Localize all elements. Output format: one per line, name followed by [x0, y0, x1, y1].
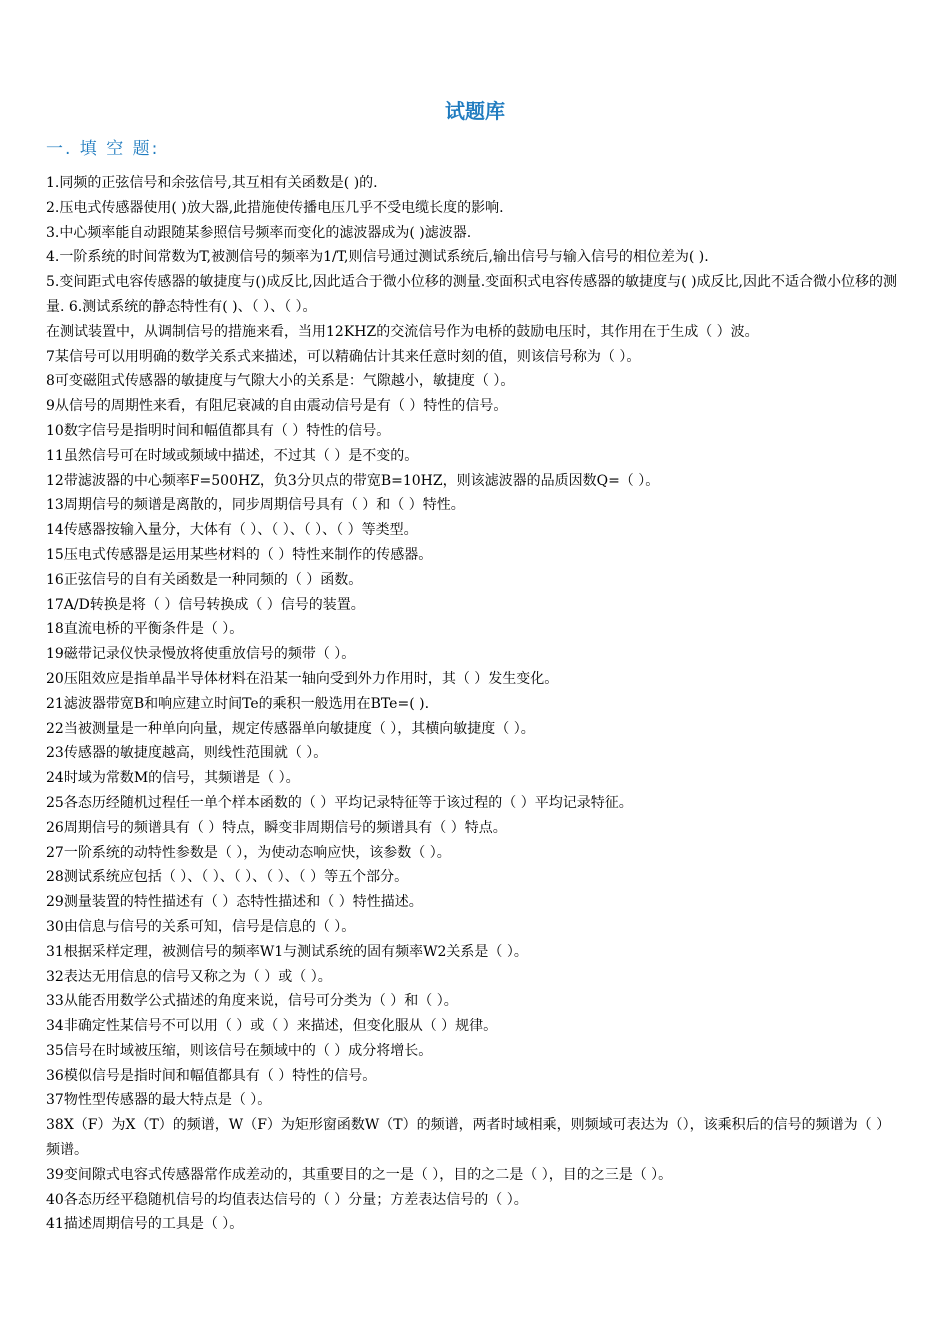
- section-heading: 一. 填 空 题:: [46, 139, 160, 159]
- question-item: 36模似信号是指时间和幅值都具有（ ）特性的信号。: [46, 1067, 377, 1084]
- question-item: 5.变间距式电容传感器的敏捷度与()成反比,因此适合于微小位移的测量.变面积式电容传感器的敏捷度与( )成反比,因此不适合微小位移的测量. 6.测试系统的静态特性有( )、（ ）、（ ）。: [46, 274, 898, 315]
- question-item: 33从能否用数学公式描述的角度来说，信号可分类为（ ）和（ ）。: [46, 993, 458, 1010]
- question-item: 19磁带记录仪快录慢放将使重放信号的频带（ ）。: [46, 646, 356, 663]
- question-item: 38X（F）为X（T）的频谱，W（F）为矩形窗函数W（T）的频谱，两者时域相乘，则频域可表达为（），该乘积后的信号的频谱为（ ）频谱。: [46, 1117, 891, 1159]
- question-item: 28测试系统应包括（ ）、（ ）、（ ）、（ ）、（ ）等五个部分。: [46, 869, 409, 886]
- question-item: 23传感器的敏捷度越高，则线性范围就（ ）。: [46, 745, 328, 762]
- question-item: 在测试装置中，从调制信号的措施来看，当用12KHZ的交流信号作为电桥的鼓励电压时，其作用在于生成（ ）波。: [46, 323, 759, 340]
- question-item: 8可变磁阻式传感器的敏捷度与气隙大小的关系是：气隙越小，敏捷度（ ）。: [46, 373, 515, 390]
- question-item: 25各态历经随机过程任一单个样本函数的（ ）平均记录特征等于该过程的（ ）平均记录特征。: [46, 794, 633, 811]
- question-item: 16正弦信号的自有关函数是一种同频的（ ）函数。: [46, 571, 363, 588]
- question-item: 1.同频的正弦信号和余弦信号,其互相有关函数是( )的.: [46, 175, 378, 191]
- question-item: 2.压电式传感器使用( )放大器,此措施使传播电压几乎不受电缆长度的影响.: [46, 199, 504, 216]
- question-item: 4.一阶系统的时间常数为T,被测信号的频率为1/T,则信号通过测试系统后,输出信号与输入信号的相位差为( ).: [46, 249, 709, 266]
- question-item: 35信号在时域被压缩，则该信号在频域中的（ ）成分将增长。: [46, 1042, 433, 1059]
- question-item: 27一阶系统的动特性参数是（ ），为使动态响应快，该参数（ ）。: [46, 844, 451, 861]
- question-item: 40各态历经平稳随机信号的均值表达信号的（ ）分量；方差表达信号的（ ）。: [46, 1191, 528, 1208]
- question-item: 29测量装置的特性描述有（ ）态特性描述和（ ）特性描述。: [46, 894, 423, 911]
- question-item: 13周期信号的频谱是离散的，同步周期信号具有（ ）和（ ）特性。: [46, 497, 465, 514]
- question-item: 3.中心频率能自动跟随某参照信号频率而变化的滤波器成为( )滤波器.: [46, 224, 472, 241]
- question-item: 20压阻效应是指单晶半导体材料在沿某一轴向受到外力作用时，其（ ）发生变化。: [46, 670, 559, 687]
- question-item: 9从信号的周期性来看，有阻尼衰减的自由震动信号是有（ ）特性的信号。: [46, 398, 508, 415]
- question-item: 12带滤波器的中心频率F=500HZ，负3分贝点的带宽B=10HZ，则该滤波器的品质因数Q=（ ）。: [46, 472, 660, 489]
- question-item: 41描述周期信号的工具是（ ）。: [46, 1216, 244, 1233]
- question-item: 17A/D转换是将（ ）信号转换成（ ）信号的装置。: [46, 596, 365, 613]
- question-item: 37物性型传感器的最大特点是（ ）。: [46, 1092, 272, 1109]
- question-item: 26周期信号的频谱具有（ ）特点，瞬变非周期信号的频谱具有（ ）特点。: [46, 819, 507, 836]
- question-item: 14传感器按输入量分，大体有（ ）、（ ）、（ ）、（ ）等类型。: [46, 522, 418, 539]
- question-item: 11虽然信号可在时域或频域中描述，不过其（ ）是不变的。: [46, 447, 419, 464]
- question-item: 30由信息与信号的关系可知，信号是信息的（ ）。: [46, 918, 356, 935]
- question-item: 34非确定性某信号不可以用（ ）或（ ）来描述，但变化服从（ ）规律。: [46, 1018, 498, 1035]
- question-item: 32表达无用信息的信号又称之为（ ）或（ ）。: [46, 968, 332, 985]
- question-item: 15压电式传感器是运用某些材料的（ ）特性来制作的传感器。: [46, 546, 433, 563]
- question-item: 18直流电桥的平衡条件是（ ）。: [46, 621, 244, 638]
- question-item: 21滤波器带宽B和响应建立时间Te的乘积一般选用在BTe=( ).: [46, 695, 430, 712]
- question-item: 39变间隙式电容式传感器常作成差动的，其重要目的之一是（ ），目的之二是（ ），目的之三是（ ）。: [46, 1166, 673, 1183]
- question-list: [46, 171, 904, 1237]
- question-item: 10数字信号是指明时间和幅值都具有（ ）特性的信号。: [46, 422, 391, 439]
- question-item: 24时域为常数M的信号，其频谱是（ ）。: [46, 770, 300, 787]
- page-title: 试题库: [445, 99, 505, 123]
- question-item: 22当被测量是一种单向向量，规定传感器单向敏捷度（ ），其横向敏捷度（ ）。: [46, 720, 535, 737]
- question-item: 31根据采样定理，被测信号的频率W1与测试系统的固有频率W2关系是（ ）。: [46, 943, 528, 960]
- question-item: 7某信号可以用明确的数学关系式来描述，可以精确估计其来任意时刻的值，则该信号称为（ ）。: [46, 348, 641, 365]
